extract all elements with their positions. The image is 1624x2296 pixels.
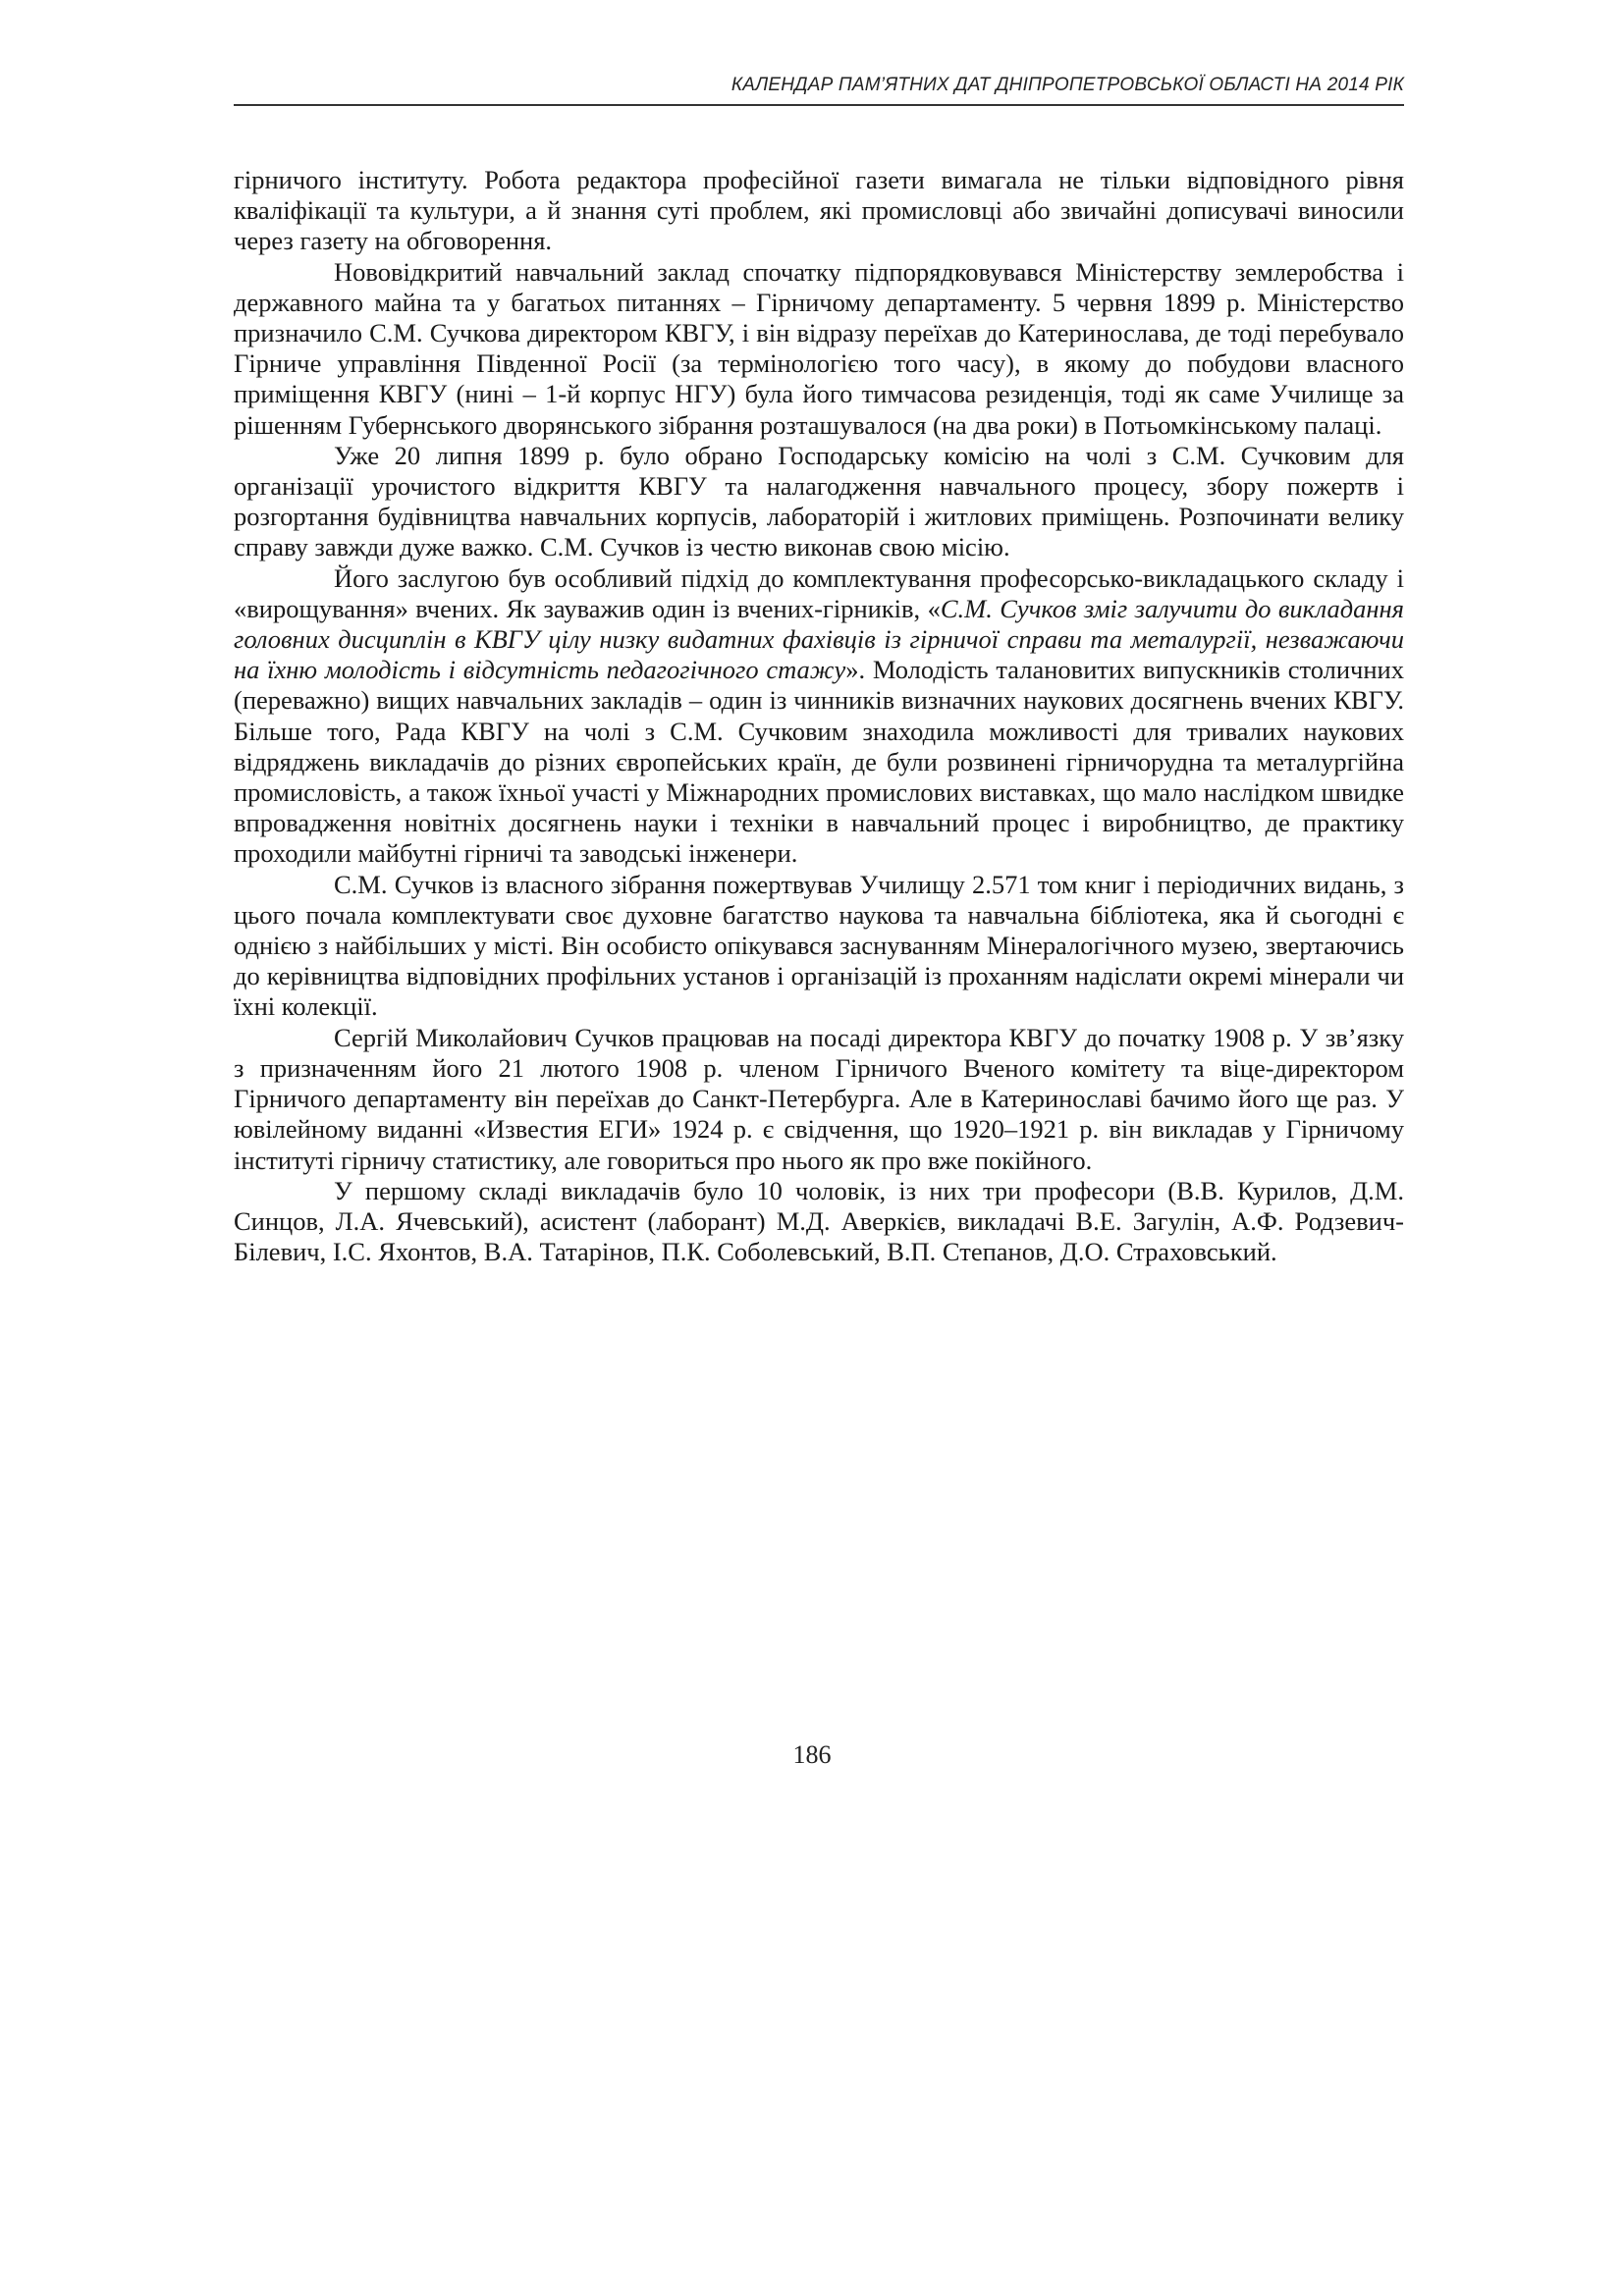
paragraph-4	[234, 563, 1404, 870]
paragraph-4-intro: Його заслугою був особливий підхід до комплектування професорсько-викладацького складу і «вирощування» вчених. Як зауважив один із вчених-гірників, «	[234, 562, 1404, 623]
paragraph-2: Нововідкритий навчальний заклад спочатку підпорядковувався Міністерству землеробства і державного майна та у багатьох питаннях – Гірничому департаменту. 5 червня 1899 р. Міністерство призначило С.М. Сучкова директором КВГУ, і він відразу переїхав до Катеринослава, де тоді перебувало Гірниче управління Південної Росії (за термінологією того часу), в якому до побудови власного приміщення КВГУ (нині – 1-й корпус НГУ) була його тимчасова резиденція, тоді як саме Училище за рішенням Губернського дворянського зібрання розташувалося (на два роки) в Потьомкінському палаці.	[234, 256, 1404, 440]
paragraph-5: С.М. Сучков із власного зібрання пожертвував Училищу 2.571 том книг і періодичних видань, з цього почала комплектувати своє духовне багатство наукова та навчальна бібліотека, яка й сьогодні є однією з найбільших у місті. Він особисто опікувався заснуванням Мінералогічного музею, звертаючись до керівництва відповідних профільних установ і організацій із проханням надіслати окремі мінерали чи їхні колекції.	[234, 869, 1404, 1022]
paragraph-7: У першому складі викладачів було 10 чоловік, із них три професори (В.В. Курилов, Д.М. Синцов, Л.А. Ячевський), асистент (лаборант) М.Д. Аверкієв, викладачі В.Е. Загулін, А.Ф. Родзевич-Білевич, І.С. Яхонтов, В.А. Татарінов, П.К. Соболевський, В.П. Степанов, Д.О. Страховський.	[234, 1175, 1404, 1267]
quotation: С.М. Сучков зміг залучити до викладання головних дисциплін в КВГУ цілу низку видатних фахівців із гірничої справи та металургії, незважаючи на їхню молодість і відсутність педагогічного стажу	[234, 593, 1404, 685]
paragraph-3: Уже 20 липня 1899 р. було обрано Господарську комісію на чолі з С.М. Сучковим для організації урочистого відкриття КВГУ та налагодження навчального процесу, збору пожертв і розгортання будівництва навчальних корпусів, лабораторій і житлових приміщень. Розпочинати велику справу завжди дуже важко. С.М. Сучков із честю виконав свою місію.	[234, 440, 1404, 562]
paragraph-6: Сергій Миколайович Сучков працював на посаді директора КВГУ до початку 1908 р. У зв’язку з призначенням його 21 лютого 1908 р. членом Гірничого Вченого комітету та віце-директором Гірничого департаменту він переїхав до Санкт-Петербурга. Але в Катеринославі бачимо його ще раз. У ювілейному виданні «Известия ЕГИ» 1924 р. є свідчення, що 1920–1921 р. він викладав у Гірничому інституті гірничу статистику, але говориться про нього як про вже покійного.	[234, 1022, 1404, 1175]
page-number: 186	[792, 1740, 832, 1769]
paragraph-4-rest: ». Молодість талановитих випускників столичних (переважно) вищих навчальних закладів – один із чинників визначних наукових досягнень вчених КВГУ. Більше того, Рада КВГУ на чолі з С.М. Сучковим знаходила можливості для тривалих наукових відряджень викладачів до різних європейських країн, де були розвинені гірничорудна та металургійна промисловість, а також їхньої участі у Міжнародних промислових виставках, що мало наслідком швидке впровадження новітніх досягнень науки і техніки в навчальний процес і виробництво, де практику проходили майбутні гірничі та заводські інженери.	[234, 655, 1404, 869]
body-text	[234, 165, 1404, 1267]
running-header: КАЛЕНДАР ПАМ’ЯТНИХ ДАТ ДНІПРОПЕТРОВСЬКОЇ ОБЛАСТІ НА 2014 РІК	[234, 75, 1404, 106]
paragraph-1: гірничого інституту. Робота редактора професійної газети вимагала не тільки відповідного рівня кваліфікації та культури, а й знання суті проблем, які промисловці або звичайні дописувачі виносили через газету на обговорення.	[234, 165, 1404, 256]
